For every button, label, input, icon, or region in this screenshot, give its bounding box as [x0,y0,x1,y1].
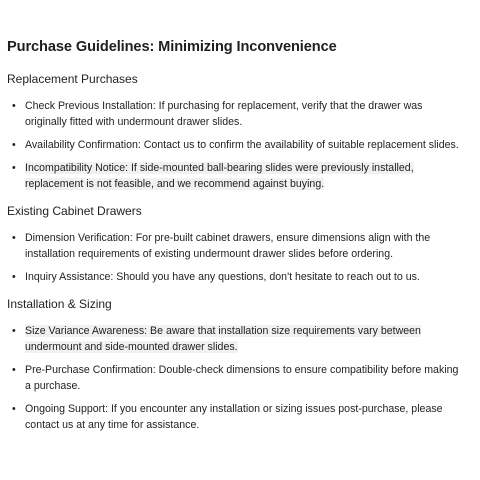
bullet-icon: • [12,364,16,376]
section-list-existing-cabinet-drawers [7,230,466,285]
section-heading-installation-sizing: Installation & Sizing [7,297,112,311]
item-text: Should you have any questions, don't hesitate to reach out to us. [113,271,420,283]
bullet-icon: • [12,325,16,337]
list-item [7,323,466,355]
list-item [7,362,466,394]
item-text: Be aware that installation size requirements vary between undermount and side-mounted drawer slides. [25,325,421,353]
list-item [7,98,466,130]
item-label: Incompatibility Notice: [25,162,129,174]
highlighted-text [25,325,421,353]
item-label: Ongoing Support: [25,403,109,415]
bullet-icon: • [12,403,16,415]
highlighted-text [25,162,414,190]
section-heading-replacement-purchases: Replacement Purchases [7,72,138,86]
bullet-icon: • [12,271,16,283]
list-item [7,401,466,433]
bullet-icon: • [12,100,16,112]
item-label: Availability Confirmation: [25,139,141,151]
item-text: Double-check dimensions to ensure compatibility before making a purchase. [25,364,459,392]
list-item [7,160,466,192]
list-item [7,230,466,262]
item-text: If purchasing for replacement, verify that the drawer was originally fitted with undermount drawer slides. [25,100,423,128]
item-label: Dimension Verification: [25,232,133,244]
bullet-icon: • [12,139,16,151]
bullet-icon: • [12,162,16,174]
item-text: Contact us to confirm the availability of suitable replacement slides. [140,139,459,151]
item-text: For pre-built cabinet drawers, ensure dimensions align with the installation requirements of existing undermount drawer slides before ordering. [25,232,431,260]
list-item [7,269,466,285]
bullet-icon: • [12,232,16,244]
item-label: Size Variance Awareness: [25,325,148,337]
item-text: If you encounter any installation or sizing issues post-purchase, please contact us at any time for assistance. [25,403,443,431]
section-heading-existing-cabinet-drawers: Existing Cabinet Drawers [7,204,142,218]
section-list-replacement-purchases [7,98,466,192]
item-label: Pre-Purchase Confirmation: [25,364,156,376]
item-text: If side-mounted ball-bearing slides were previously installed, replacement is not feasible, and we recommend against buying. [25,162,414,190]
list-item [7,137,466,153]
document-title: Purchase Guidelines: Minimizing Inconvenience [7,39,337,55]
item-label: Inquiry Assistance: [25,271,114,283]
item-label: Check Previous Installation: [25,100,156,112]
section-list-installation-sizing [7,323,466,433]
